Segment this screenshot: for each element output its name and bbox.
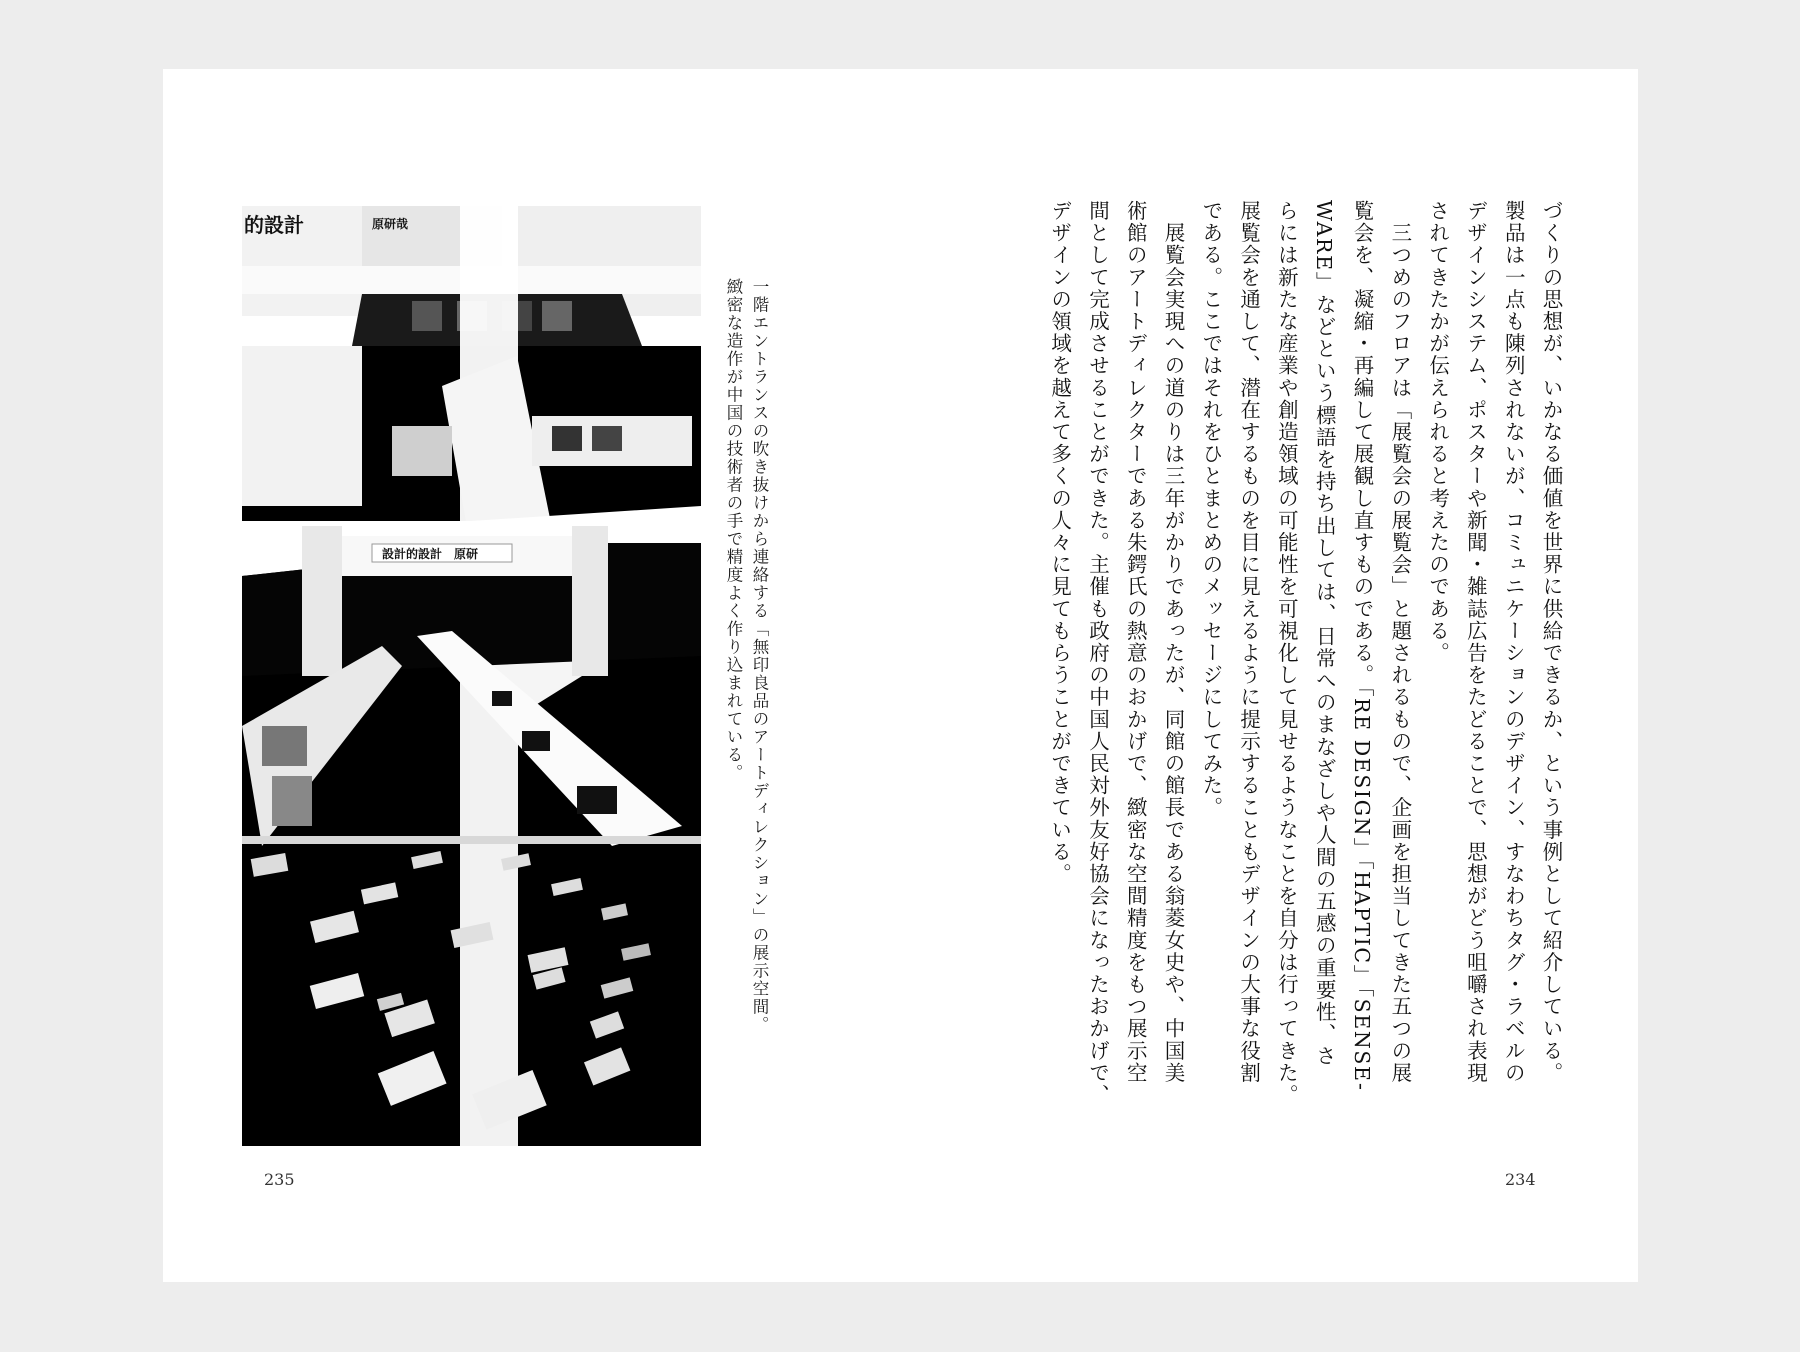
body-line: 製品は一点も陳列されないが、コミュニケーションのデザイン、すなわちタグ・ラベルの [1501, 200, 1526, 1084]
body-line: である。ここではそれをひとまとめのメッセージにしてみた。 [1198, 200, 1223, 819]
signage-top-center: 原研哉 [372, 217, 409, 231]
body-line: WARE」などという標語を持ち出しては、日常へのまなざしや人間の五感の重要性、さ [1312, 200, 1337, 1068]
body-line: 展覧会実現への道のりは三年がかりであったが、同館の館長である翁菱女史や、中国美 [1161, 200, 1186, 1084]
body-line: デザインの領域を越えて多くの人々に見てもらうことができている。 [1047, 200, 1072, 886]
body-line: 術館のアートディレクターである朱鍔氏の熱意のおかげで、緻密な空間精度をもつ展示空 [1123, 200, 1148, 1084]
photo-caption [720, 278, 772, 1038]
body-text [975, 200, 1569, 1155]
body-line: づくりの思想が、いかなる価値を世界に供給できるか、という事例として紹介している。 [1539, 200, 1563, 1084]
exhibition-photo [242, 206, 701, 1146]
page-number-left: 235 [264, 1170, 295, 1189]
body-line: 覧会を、凝縮・再編して展観し直すものである。「RE DESIGN」「HAPTIC」「SENSE- [1350, 200, 1375, 1092]
body-line: らには新たな産業や創造領域の可能性を可視化して見せるようなことを自分は行ってきた。 [1274, 200, 1299, 1107]
exhibition-photo-illustration [242, 206, 701, 1146]
caption-line: 一階エントランスの吹き抜けから連絡する「無印良品のアートディレクション」の展示空間。 [750, 278, 769, 1034]
signage-middle: 設計的設計 原研 [382, 547, 479, 561]
caption-line: 緻密な造作が中国の技術者の手で精度よく作り込まれている。 [724, 278, 743, 782]
body-line: 三つめのフロアは「展覧会の展覧会」と題されるもので、企画を担当してきた五つの展 [1387, 200, 1412, 1084]
body-line: 展覧会を通して、潜在するものを目に見えるように提示することもデザインの大事な役割 [1236, 200, 1261, 1084]
body-line: デザインシステム、ポスターや新聞・雑誌広告をたどることで、思想がどう咀嚼され表現 [1463, 200, 1488, 1084]
signage-top-left: 的設計 [244, 213, 304, 237]
body-line: 間として完成させることができた。主催も政府の中国人民対外友好協会になったおかげで、 [1085, 200, 1110, 1107]
body-line: されてきたかが伝えられると考えたのである。 [1425, 200, 1450, 665]
page-number-right: 234 [1505, 1170, 1536, 1189]
